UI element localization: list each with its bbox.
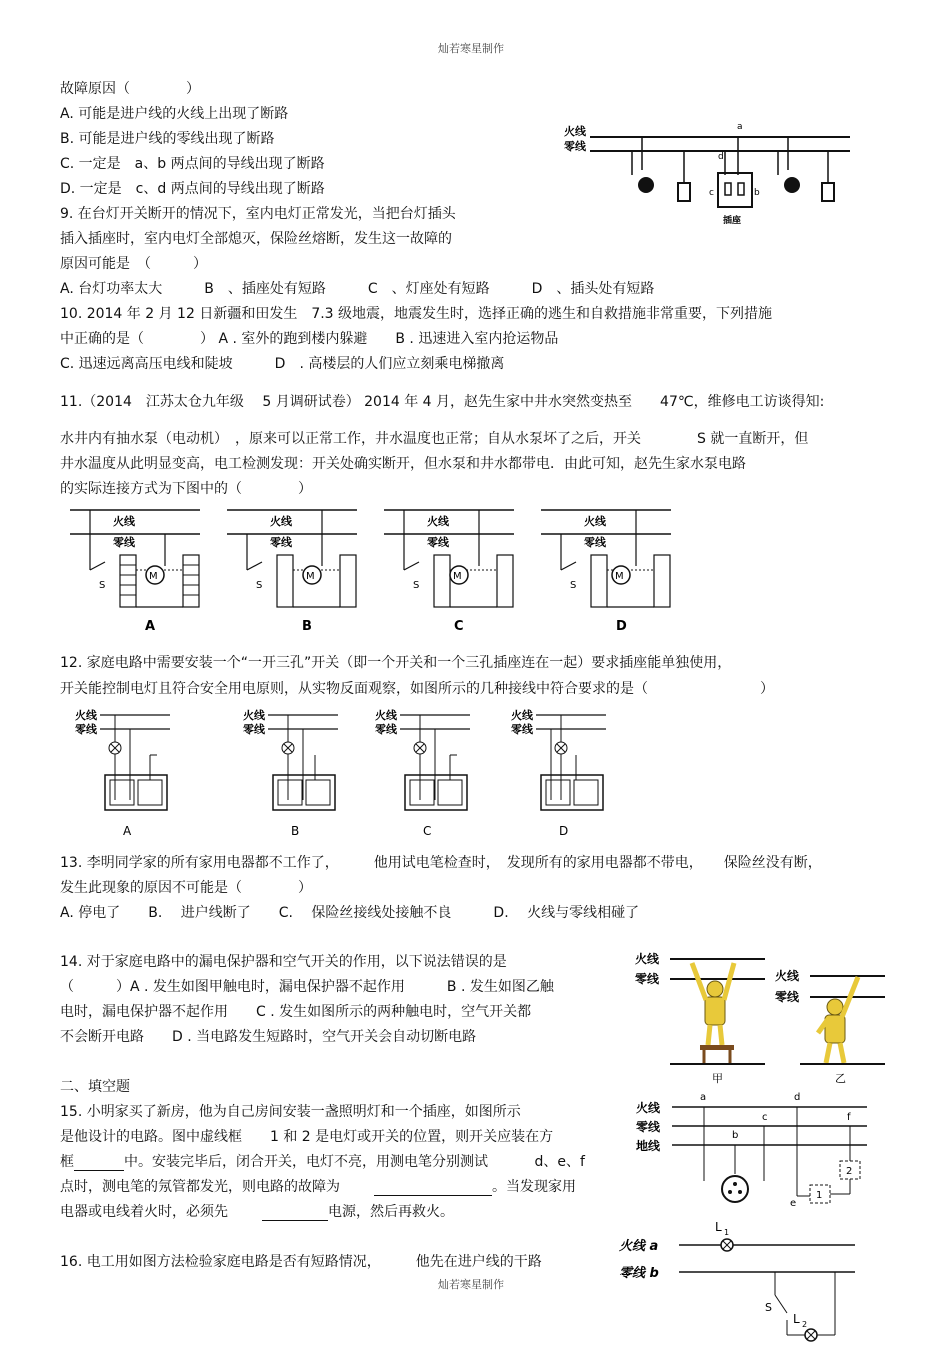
page-header: 灿若寒星制作 (438, 42, 504, 55)
q15-socket-icon (722, 1176, 748, 1202)
svg-text:火线: 火线 (427, 515, 449, 528)
q8-live-label: 火线 (564, 125, 586, 138)
svg-text:零线 b: 零线 b (619, 1266, 659, 1281)
q8-point-d: d (718, 152, 724, 162)
svg-text:d: d (794, 1092, 801, 1103)
q11-line1: 11.（2014 江苏太仓九年级 5 月调研试卷） 2014 年 4 月，赵先生家中井水突然变热至 47℃，维修电工访谈得知: (60, 394, 825, 410)
q8-option-b: B. 可能是进户线的零线出现了断路 (60, 131, 275, 147)
q12-figures (75, 705, 635, 845)
q9-line1: 9. 在台灯开关断开的情况下，室内电灯正常发光，当把台灯插头 (60, 206, 456, 222)
q11-label-c: C (454, 619, 464, 634)
q12-line1: 12. 家庭电路中需要安装一个“一开三孔”开关（即一个开关和一个三孔插座连在一起）要求插座能单独使用， (60, 655, 732, 671)
q8-socket-label: 插座 (723, 216, 742, 226)
q12-panel-c (375, 708, 470, 838)
q15-circuit-figure (632, 1086, 872, 1211)
q14-figure (630, 945, 890, 1085)
q9-options: A. 台灯功率太大 B 、插座处有短路 C 、灯座处有短路 D 、插头处有短路 (60, 281, 655, 297)
q14-line2: （ ）A . 发生如图甲触电时，漏电保护器不起作用 B . 发生如图乙触 (60, 979, 554, 995)
q12-panel-d (511, 708, 606, 838)
svg-text:1: 1 (816, 1190, 823, 1201)
svg-text:M: M (306, 571, 315, 582)
svg-text:零线: 零线 (636, 1120, 661, 1134)
svg-text:火线: 火线 (636, 1101, 661, 1115)
q11-line4: 的实际连接方式为下图中的（ ） (60, 481, 312, 497)
q11-panel-a (70, 510, 200, 634)
svg-text:零线: 零线 (584, 536, 606, 549)
q15-line4: 点时，测电笔的氖管都发光，则电路的故障为 。当发现家用 (60, 1179, 576, 1195)
svg-text:火线: 火线 (375, 709, 397, 722)
svg-text:零线: 零线 (113, 536, 135, 549)
q8-plug-left-icon (678, 183, 690, 201)
svg-text:甲: 甲 (712, 1072, 723, 1085)
q11-label-d: D (616, 619, 627, 634)
q13-line1: 13. 李明同学家的所有家用电器都不工作了， 他用试电笔检查时， 发现所有的家用电器都不带电， 保险丝没有断， (60, 855, 822, 871)
q14-line1: 14. 对于家庭电路中的漏电保护器和空气开关的作用，以下说法错误的是 (60, 954, 507, 970)
svg-text:地线: 地线 (636, 1139, 661, 1153)
q11-line3: 井水温度从此明显变高，电工检测发现：开关处确实断开，但水泵和井水都带电．由此可知，赵先生家水泵电路 (60, 456, 746, 472)
q15-blank-1[interactable] (74, 1156, 124, 1171)
svg-text:火线: 火线 (775, 969, 800, 983)
svg-text:L: L (715, 1220, 722, 1234)
q15-blank-2[interactable] (374, 1181, 492, 1196)
svg-text:S: S (413, 580, 420, 591)
q8-point-c: c (709, 188, 714, 198)
q15-line1: 15. 小明家买了新房，他为自己房间安装一盏照明灯和一个插座，如图所示 (60, 1104, 521, 1120)
svg-text:M: M (453, 571, 462, 582)
person-jia-icon (692, 963, 734, 1045)
q15-line5: 电器或电线着火时，必须先 电源，然后再救火。 (60, 1204, 454, 1220)
q11-line2: 水井内有抽水泵（电动机） ，原来可以正常工作，井水温度也正常；自从水泵坏了之后，开关 S 就一直断开，但 (60, 431, 809, 447)
svg-text:L: L (793, 1312, 800, 1326)
q11-label-a: A (145, 619, 156, 634)
q8-option-d: D. 一定是 c、d 两点间的导线出现了断路 (60, 181, 325, 197)
q15-line2: 是他设计的电路。图中虚线框 1 和 2 是电灯或开关的位置，则开关应装在方 (60, 1129, 554, 1145)
q13-options: A. 停电了 B. 进户线断了 C. 保险丝接线处接触不良 D. 火线与零线相碰了 (60, 905, 640, 921)
svg-text:火线: 火线 (511, 709, 533, 722)
svg-text:零线: 零线 (270, 536, 292, 549)
svg-text:零线: 零线 (511, 723, 533, 736)
q8-point-a: a (737, 122, 743, 132)
svg-text:e: e (790, 1198, 797, 1209)
svg-text:a: a (700, 1092, 707, 1103)
q8-plug-right-icon (822, 183, 834, 201)
person-yi-icon (818, 977, 858, 1063)
q8-option-c: C. 一定是 a、b 两点间的导线出现了断路 (60, 156, 325, 172)
q10-line3: C. 迅速远离高压电线和陡坡 D . 高楼层的人们应立刻乘电梯撤离 (60, 356, 505, 372)
svg-text:零线: 零线 (775, 990, 800, 1004)
svg-text:S: S (99, 580, 106, 591)
q12-panel-b (243, 708, 338, 838)
q12-panel-a (75, 708, 170, 838)
svg-text:1: 1 (724, 1228, 730, 1237)
svg-text:火线: 火线 (584, 515, 606, 528)
svg-text:C: C (423, 824, 432, 838)
svg-text:火线: 火线 (113, 515, 135, 528)
svg-text:A: A (123, 824, 132, 838)
q8-circuit-figure (560, 115, 860, 230)
q16-line1: 16. 电工用如图方法检验家庭电路是否有短路情况， 他先在进户线的干路 (60, 1254, 542, 1270)
q10-line2: 中正确的是（ ） A . 室外的跑到楼内躲避 B . 迅速进入室内抢运物品 (60, 331, 559, 347)
svg-text:M: M (149, 571, 158, 582)
q15-line3: 框 中。安装完毕后，闭合开关，电灯不亮，用测电笔分别测试 d、e、f (60, 1154, 585, 1170)
svg-text:c: c (762, 1112, 768, 1123)
q14-line3: 电时，漏电保护器不起作用 C . 发生如图所示的两种触电时，空气开关都 (60, 1004, 532, 1020)
q8-neutral-label: 零线 (564, 140, 586, 153)
q11-panel-c (384, 510, 514, 634)
q8-option-a: A. 可能是进户线的火线上出现了断路 (60, 106, 289, 122)
svg-text:S: S (256, 580, 263, 591)
q8-socket-icon (718, 173, 752, 207)
svg-text:M: M (615, 571, 624, 582)
svg-text:b: b (732, 1130, 739, 1141)
svg-text:S: S (570, 580, 577, 591)
q10-line1: 10. 2014 年 2 月 12 日新疆和田发生 7.3 级地震，地震发生时，选择正确的逃生和自救措施非常重要，下列措施 (60, 306, 773, 322)
q9-line2: 插入插座时，室内电灯全部熄灭，保险丝熔断，发生这一故障的 (60, 231, 452, 247)
q13-line2: 发生此现象的原因不可能是（ ） (60, 880, 312, 896)
q11-panel-b (227, 510, 357, 634)
svg-text:火线: 火线 (243, 709, 265, 722)
q11-label-b: B (302, 619, 312, 634)
svg-text:火线: 火线 (75, 709, 97, 722)
q11-panel-d (541, 510, 671, 634)
q14-line4: 不会断开电路 D . 当电路发生短路时，空气开关会自动切断电路 (60, 1029, 477, 1045)
q15-blank-3[interactable] (262, 1206, 328, 1221)
svg-text:S: S (765, 1301, 772, 1314)
page-footer: 灿若寒星制作 (438, 1278, 504, 1291)
q11-figures (65, 500, 705, 640)
svg-text:火线: 火线 (635, 952, 660, 966)
svg-text:零线: 零线 (427, 536, 449, 549)
svg-text:D: D (559, 824, 569, 838)
svg-text:f: f (847, 1112, 851, 1123)
svg-text:乙: 乙 (835, 1072, 846, 1085)
q9-line3: 原因可能是 （ ） (60, 256, 207, 272)
q8-lamp-right-icon (784, 177, 800, 193)
svg-text:B: B (291, 824, 300, 838)
q8-point-b: b (754, 188, 760, 198)
q16-circuit-figure (615, 1215, 865, 1343)
svg-text:2: 2 (802, 1320, 808, 1329)
q8-lamp-left-icon (638, 177, 654, 193)
q12-line2: 开关能控制电灯且符合安全用电原则，从实物反面观察，如图所示的几种接线中符合要求的是（ ） (60, 681, 774, 697)
svg-text:零线: 零线 (243, 723, 265, 736)
svg-text:火线 a: 火线 a (619, 1239, 659, 1254)
svg-text:零线: 零线 (635, 972, 660, 986)
svg-text:零线: 零线 (75, 723, 97, 736)
svg-text:火线: 火线 (270, 515, 292, 528)
svg-text:零线: 零线 (375, 723, 397, 736)
q8-stem: 故障原因（ ） (60, 81, 200, 97)
svg-text:2: 2 (846, 1166, 853, 1177)
section-fill-in: 二、填空题 (60, 1079, 130, 1095)
